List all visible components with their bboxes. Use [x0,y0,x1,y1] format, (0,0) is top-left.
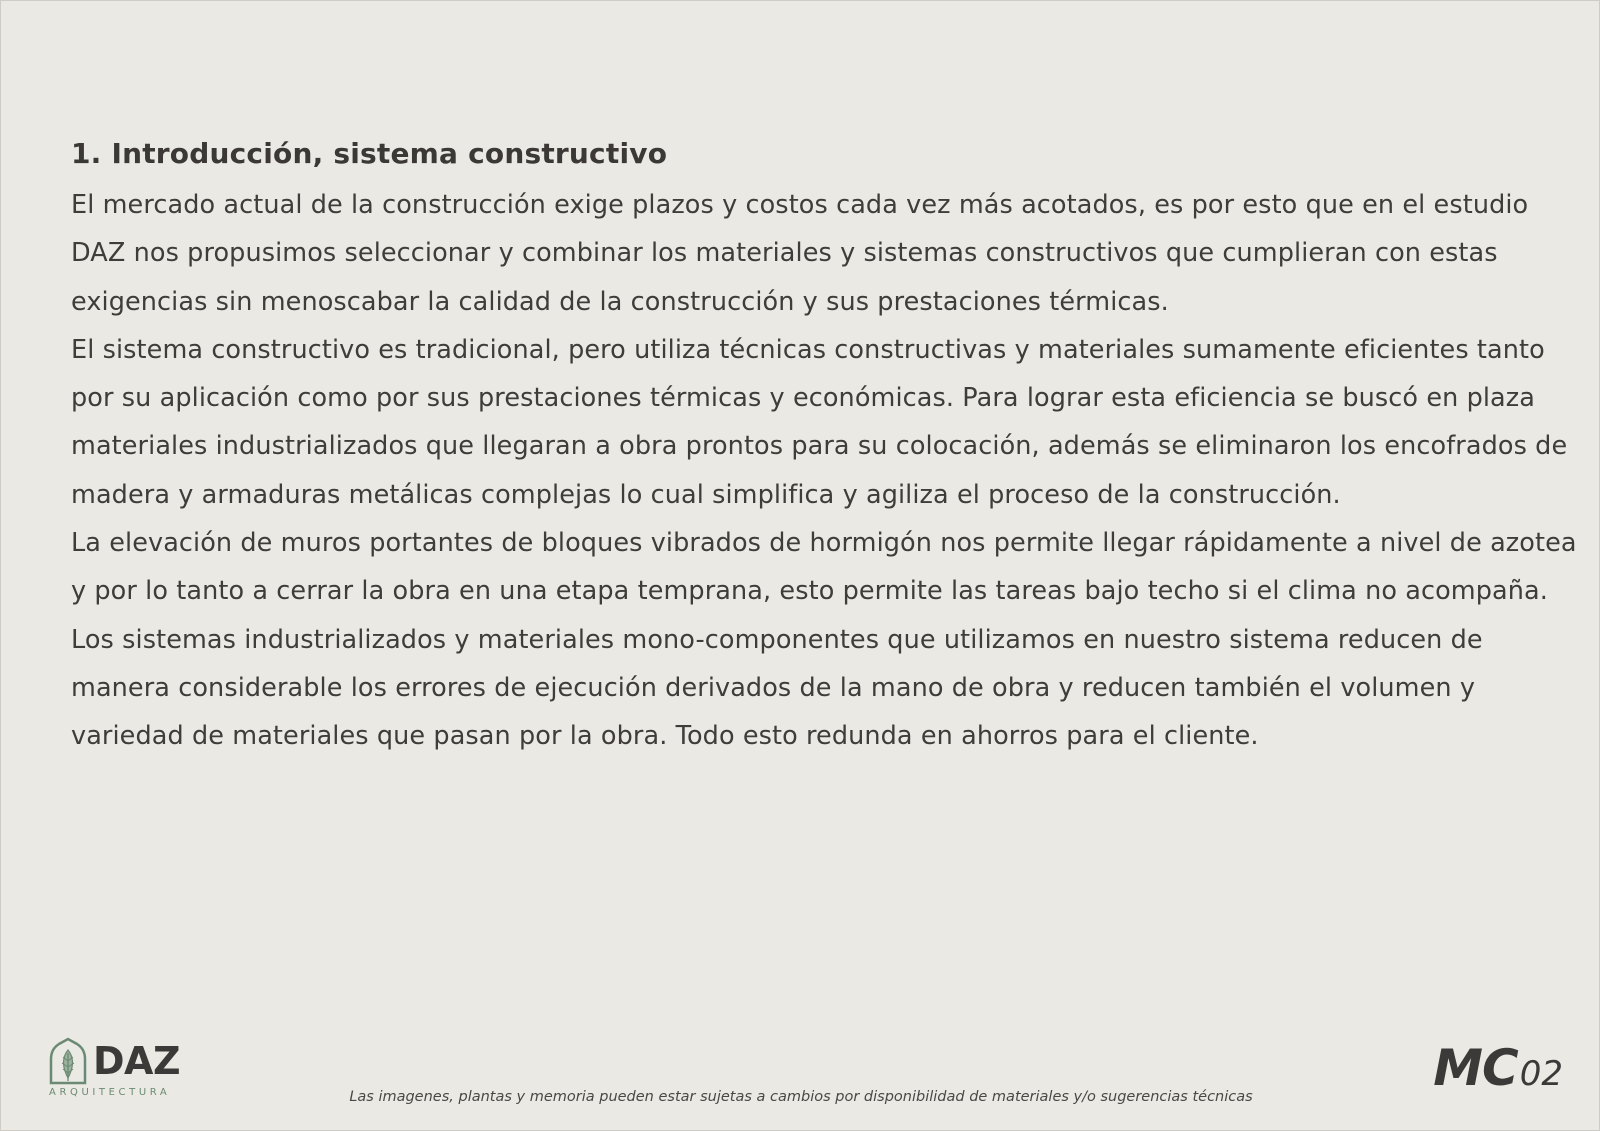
page-code [1433,1039,1563,1097]
paragraph-system: El sistema constructivo es tradicional, pero utiliza técnicas constructivas y materiales sumamente eficientes tanto por su aplicación como por sus prestaciones térmicas y económicas. Para lograr esta eficiencia se buscó en plaza materiales industrializados que llegaran a obra prontos para su colocación, además se eliminaron los encofrados de madera y armaduras metálicas complejas lo cual simplifica y agiliza el proceso de la construcción. [71,334,1568,510]
logo-subtitle: ARQUITECTURA [49,1087,171,1098]
page-code-number: 02 [1519,1054,1563,1094]
daz-logo [47,1037,187,1103]
paragraph-industrialized: Los sistemas industrializados y materiales mono-componentes que utilizamos en nuestro sistema reducen de manera considerable los errores de ejecución derivados de la mano de obra y reducen también el volumen y variedad de materiales que pasan por la obra. Todo esto redunda en ahorros para el cliente. [71,624,1483,752]
section-content [71,133,1581,761]
section-heading: 1. Introducción, sistema constructivo [71,137,668,170]
page-code-prefix: MC [1433,1039,1518,1097]
logo-wordmark: DAZ [93,1039,181,1083]
footer-disclaimer: Las imagenes, plantas y memoria pueden estar sujetas a cambios por disponibilidad de materiales y/o sugerencias técnicas [349,1089,1253,1105]
house-leaf-icon [47,1037,89,1087]
paragraph-walls: La elevación de muros portantes de bloques vibrados de hormigón nos permite llegar rápidamente a nivel de azotea y por lo tanto a cerrar la obra en una etapa temprana, esto permite las tareas bajo techo si el clima no acompaña. [71,528,1577,607]
paragraph-intro: El mercado actual de la construcción exige plazos y costos cada vez más acotados, es por esto que en el estudio DAZ nos propusimos seleccionar y combinar los materiales y sistemas constructivos que cumplieran con estas exigencias sin menoscabar la calidad de la construcción y sus prestaciones térmicas. [71,190,1529,317]
